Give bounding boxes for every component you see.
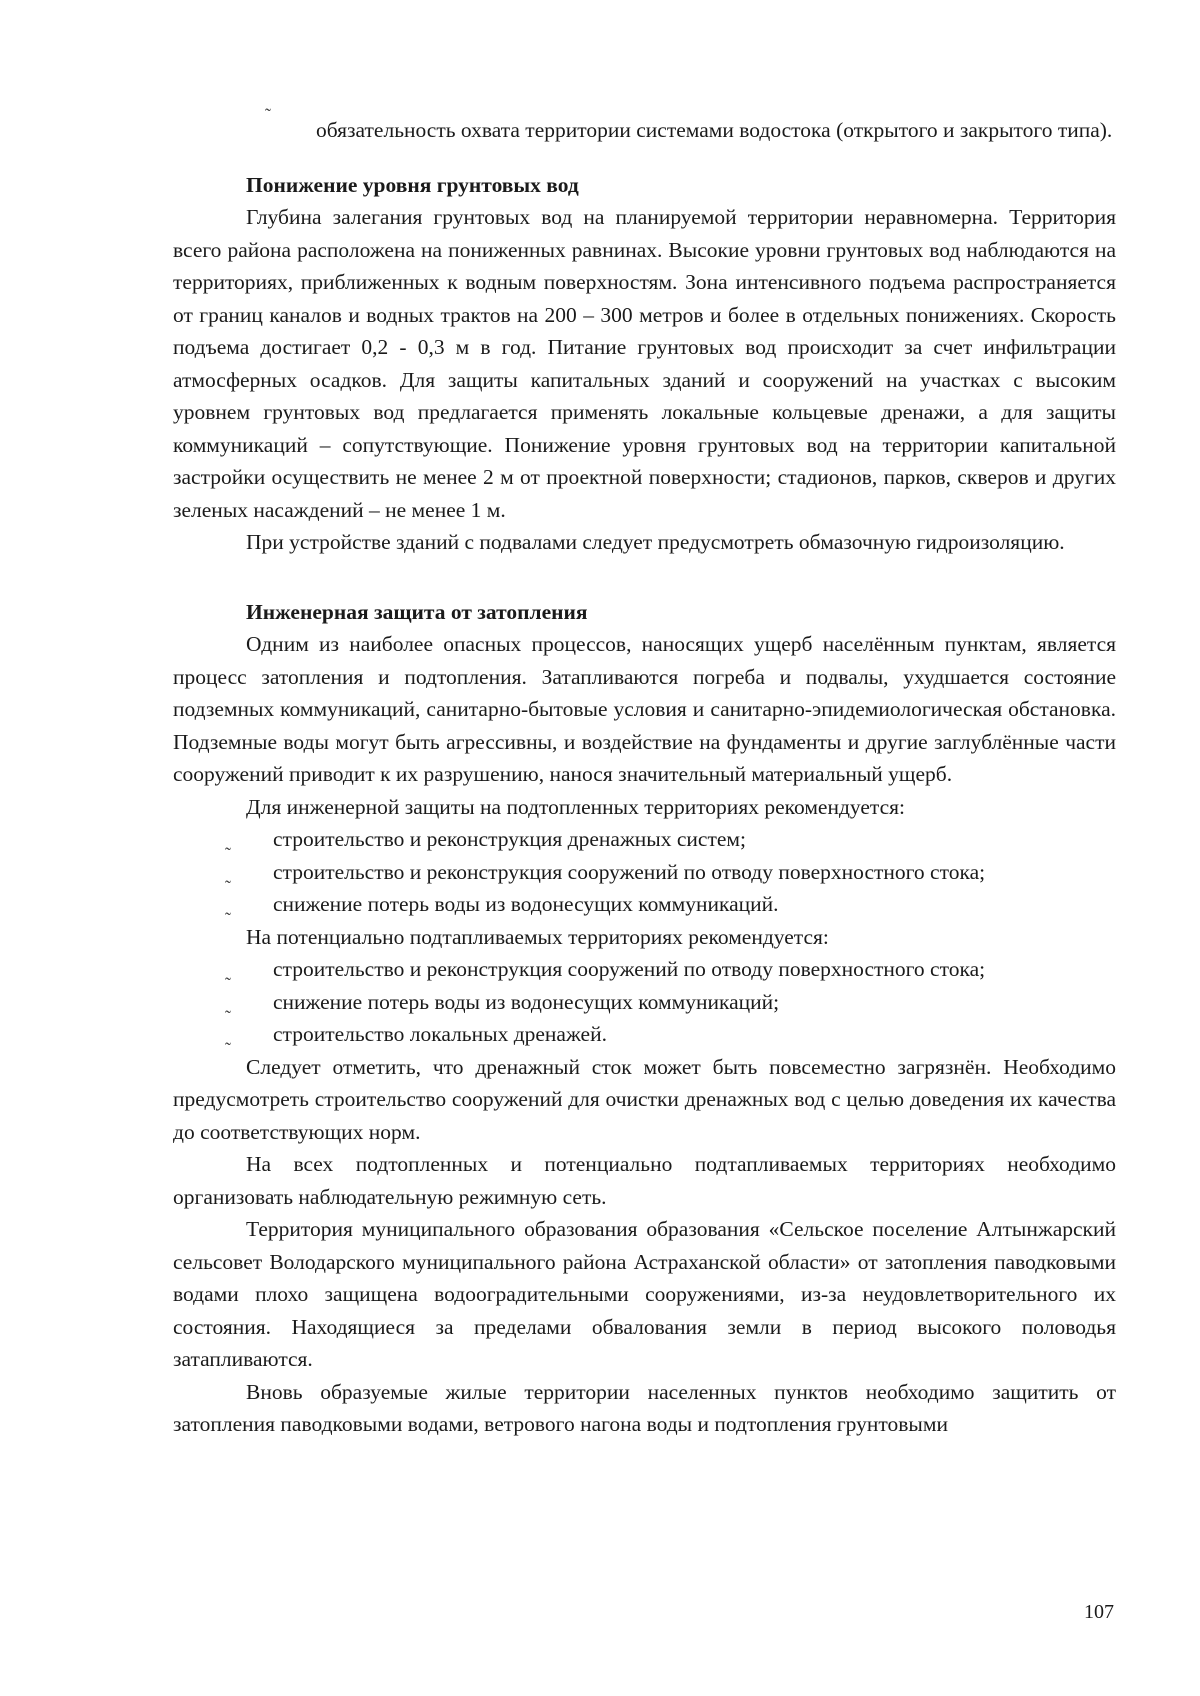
paragraph: Глубина залегания грунтовых вод на планируемой территории неравномерна. Территория всего района расположена на пониженных равнинах. Высокие уровни грунтовых вод наблюдаются на территориях, приближенных к водным поверхностям. Зона интенсивного подъема распространяется от границ каналов и водных трактов на 200 – 300 метров и более в отдельных понижениях. Скорость подъема достигает 0,2 - 0,3 м в год. Питание грунтовых вод происходит за счет инфильтрации атмосферных осадков. Для защиты капитальных зданий и сооружений на участках с высоким уровнем грунтовых вод предлагается применять локальные кольцевые дренажи, а для защиты коммуникаций – сопутствующие. Понижение уровня грунтовых вод на территории капитальной застройки осуществить не менее 2 м от проектной поверхности; стадионов, парков, скверов и других зеленых насаждений – не менее 1 м. bbox=[173, 205, 1116, 522]
page-number: 107 bbox=[1084, 1601, 1114, 1623]
section-heading: Инженерная защита от затопления bbox=[246, 599, 588, 624]
list-item-text: строительство и реконструкция сооружений по отводу поверхностного стока; bbox=[273, 957, 986, 981]
list-item-text: строительство локальных дренажей. bbox=[273, 1022, 607, 1046]
paragraph: Одним из наиболее опасных процессов, наносящих ущерб населённым пунктам, является процесс затопления и подтопления. Затапливаются погреба и подвалы, ухудшается состояние подземных коммуникаций, санитарно-бытовые условия и санитарно-эпидемиологическая обстановка. Подземные воды могут быть агрессивны, и воздействие на фундаменты и другие заглублённые части сооружений приводит к их разрушению, нанося значительный материальный ущерб. bbox=[173, 632, 1116, 786]
list-item bbox=[173, 986, 1116, 1027]
bullet-marker: ˜ bbox=[225, 1039, 231, 1059]
list-item bbox=[173, 1018, 1116, 1059]
list-item-text: строительство и реконструкция дренажных систем; bbox=[273, 827, 746, 851]
paragraph: На всех подтопленных и потенциально подтапливаемых территориях необходимо организовать наблюдательную режимную сеть. bbox=[173, 1152, 1116, 1209]
list-item-text: снижение потерь воды из водонесущих коммуникаций. bbox=[273, 892, 779, 916]
list-item bbox=[173, 823, 1116, 864]
bullet-marker: ˜ bbox=[265, 105, 271, 125]
bullet-marker: ˜ bbox=[225, 876, 231, 897]
bullet-marker: ˜ bbox=[225, 974, 231, 994]
list-title: Для инженерной защиты на подтопленных территориях рекомендуется: bbox=[246, 794, 905, 819]
list-item-text: строительство и реконструкция сооружений по отводу поверхностного стока; bbox=[273, 859, 986, 884]
paragraph: Следует отметить, что дренажный сток может быть повсеместно загрязнён. Необходимо предусмотреть строительство сооружений для очистки дренажных вод с целью доведения их качества до соответствующих норм. bbox=[173, 1054, 1116, 1144]
bullet-marker: ˜ bbox=[225, 909, 231, 929]
bullet-item bbox=[173, 105, 1116, 147]
paragraph: Вновь образуемые жилые территории населенных пунктов необходимо защитить от затопления паводковыми водами, ветрового нагона воды и подтопления грунтовыми bbox=[173, 1379, 1116, 1436]
list-item bbox=[173, 953, 1116, 994]
paragraph: Территория муниципального образования образования «Сельское поселение Алтынжарский сельсовет Володарского муниципального района Астраханской области» от затопления паводковыми водами плохо защищена водооградительными сооружениями, из-за неудовлетворительного их состояния. Находящиеся за пределами обвалования земли в период высокого половодья затапливаются. bbox=[173, 1217, 1116, 1371]
list-item-text: снижение потерь воды из водонесущих коммуникаций; bbox=[273, 989, 780, 1014]
page-content bbox=[173, 105, 1116, 1441]
list-title: На потенциально подтапливаемых территориях рекомендуется: bbox=[246, 924, 829, 949]
section-heading: Понижение уровня грунтовых вод bbox=[246, 172, 579, 197]
list-item bbox=[173, 856, 1116, 897]
list-item bbox=[173, 888, 1116, 929]
bullet-marker: ˜ bbox=[225, 1006, 231, 1027]
paragraph: При устройстве зданий с подвалами следует предусмотреть обмазочную гидроизоляцию. bbox=[246, 530, 1065, 554]
bullet-text: обязательность охвата территории системами водостока (открытого и закрытого типа). bbox=[316, 118, 1113, 142]
bullet-marker: ˜ bbox=[225, 844, 231, 864]
